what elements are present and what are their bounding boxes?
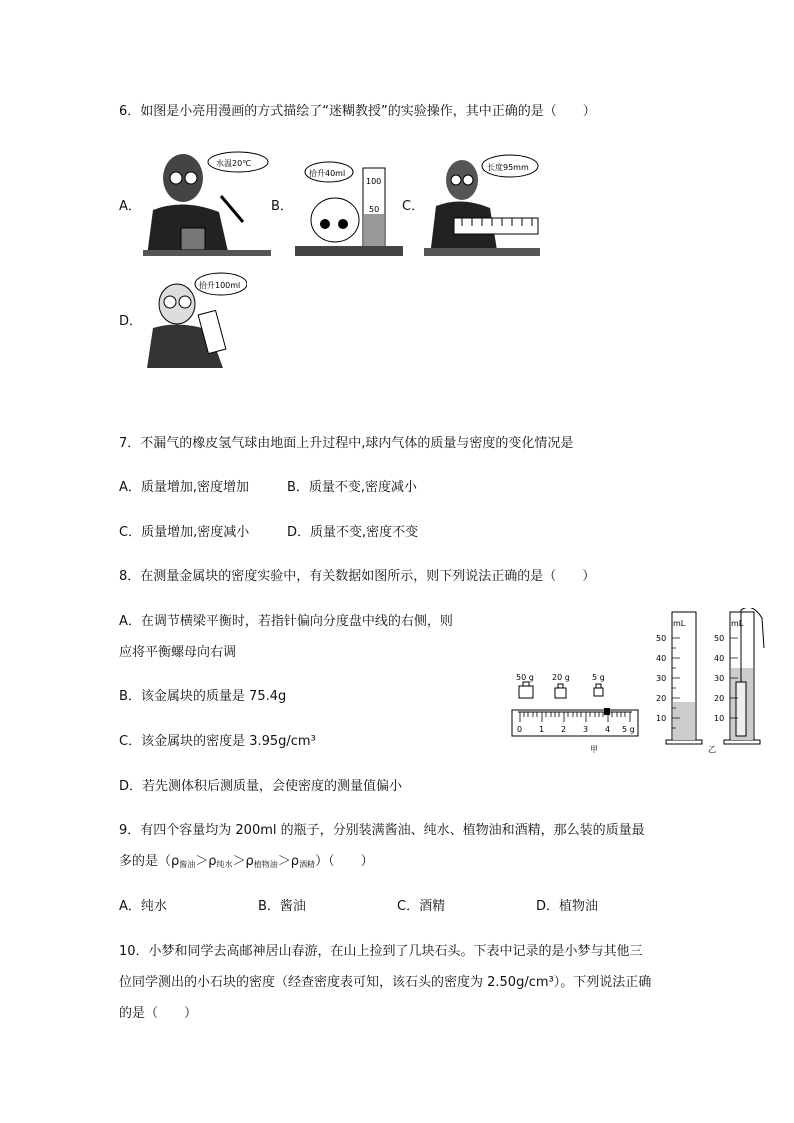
q8-option-b: B．该金属块的质量是 75.4g <box>119 689 287 704</box>
q9-sub-soy: 酱油 <box>179 860 196 869</box>
rider-marker <box>604 708 610 715</box>
q6-stem: 6．如图是小亮用漫画的方式描绘了“迷糊教授”的实验操作，其中正确的是（ ） <box>119 104 596 119</box>
q7-option-b: B．质量不变,密度减小 <box>287 480 418 495</box>
cyl-right-mark-50: 50 <box>714 634 725 643</box>
q7-option-a: A．质量增加,密度增加 <box>119 480 250 495</box>
q9-option-b: B．酱油 <box>258 899 306 914</box>
cyl-right-mark-40: 40 <box>714 654 725 663</box>
q6-cylinder-mark-50: 50 <box>369 205 380 214</box>
ruler-tick-4: 4 <box>605 725 611 734</box>
q9-option-c: C．酒精 <box>397 899 446 914</box>
q8-option-a-line1: A．在调节横梁平衡时，若指针偏向分度盘中线的右侧，则 <box>119 614 453 629</box>
q8-figure-jia <box>508 668 642 756</box>
cyl-left-mark-10: 10 <box>656 714 667 723</box>
weight-5g-label: 5 g <box>592 673 605 682</box>
q9-gt-3: ＞ρ <box>277 854 300 869</box>
label-yi: 乙 <box>708 745 716 754</box>
ruler-tick-2: 2 <box>561 725 567 734</box>
q8-stem: 8．在测量金属块的密度实验中，有关数据如图所示，则下列说法正确的是（ ） <box>119 569 596 584</box>
label-jia: 甲 <box>590 745 598 754</box>
cyl-left-mark-50: 50 <box>656 634 667 643</box>
q10-line2: 位同学测出的小石块的密度（经查密度表可知，该石头的密度为 2.50g/cm³）。下列说法正确 <box>119 975 652 990</box>
q7-option-c: C．质量增加,密度减小 <box>119 525 250 540</box>
ruler-tick-1: 1 <box>539 725 545 734</box>
q6-option-d-label: D． <box>119 314 143 329</box>
q10-line1: 10．小梦和同学去高邮神居山春游，在山上捡到了几块石头。下表中记录的是小梦与其他三 <box>119 944 643 959</box>
q6-cartoon-d <box>143 270 247 368</box>
cyl-left-mark-20: 20 <box>656 694 667 703</box>
q6-cartoon-c <box>424 152 540 256</box>
q8-option-a-line2: 应将平衡螺母向右调 <box>119 645 237 660</box>
ruler-tick-3: 3 <box>583 725 589 734</box>
q9-stem-line2 <box>119 853 374 874</box>
q9-sub-water: 纯水 <box>216 860 233 869</box>
q9-gt-2: ＞ρ <box>232 854 254 869</box>
q9-gt-1: ＞ρ <box>195 854 217 869</box>
cyl-right-mark-10: 10 <box>714 714 725 723</box>
cyl-right-unit: mL <box>731 619 744 628</box>
ruler-tick-5g: 5 g <box>622 725 635 734</box>
q7-option-d: D．质量不变,密度不变 <box>287 525 419 540</box>
q9-stem-end: ）（ ） <box>315 854 374 869</box>
q7-stem: 7．不漏气的橡皮氢气球由地面上升过程中,球内气体的质量与密度的变化情况是 <box>119 436 574 451</box>
q6-bubble-a: 水温20℃ <box>216 159 252 168</box>
q9-sub-oil: 植物油 <box>253 860 278 869</box>
cyl-right-mark-30: 30 <box>714 674 725 683</box>
cyl-left-mark-40: 40 <box>656 654 667 663</box>
q6-cartoon-b <box>295 154 403 256</box>
q6-option-c-label: C． <box>402 199 425 214</box>
weight-50g-label: 50 g <box>516 673 534 682</box>
q6-bubble-b: 拾升40ml <box>309 169 346 178</box>
q6-option-b-label: B． <box>271 199 293 214</box>
ruler-tick-0: 0 <box>517 725 523 734</box>
weight-20g-label: 20 g <box>552 673 570 682</box>
q6-option-a-label: A． <box>119 199 141 214</box>
q8-figure-yi <box>652 608 770 754</box>
q6-bubble-c: 长度95mm <box>487 163 529 172</box>
cyl-left-unit: mL <box>673 619 686 628</box>
q9-sub-alcohol: 酒精 <box>299 860 316 869</box>
q9-option-a: A．纯水 <box>119 899 167 914</box>
q9-stem-line1: 9．有四个容量均为 200ml 的瓶子，分别装满酱油、纯水、植物油和酒精，那么装的质量最 <box>119 823 645 838</box>
cyl-right-mark-20: 20 <box>714 694 725 703</box>
q6-bubble-d: 拾升100ml <box>199 281 241 290</box>
q6-cartoon-a <box>143 150 271 256</box>
q6-cylinder-mark-100: 100 <box>366 177 382 186</box>
q8-option-c: C．该金属块的密度是 3.95g/cm³ <box>119 734 316 749</box>
q9-option-d: D．植物油 <box>536 899 599 914</box>
cyl-left-mark-30: 30 <box>656 674 667 683</box>
q9-rho-start: 多的是（ρ <box>119 854 180 869</box>
q8-option-d: D．若先测体积后测质量，会使密度的测量值偏小 <box>119 779 403 794</box>
q10-line3: 的是（ ） <box>119 1006 198 1021</box>
